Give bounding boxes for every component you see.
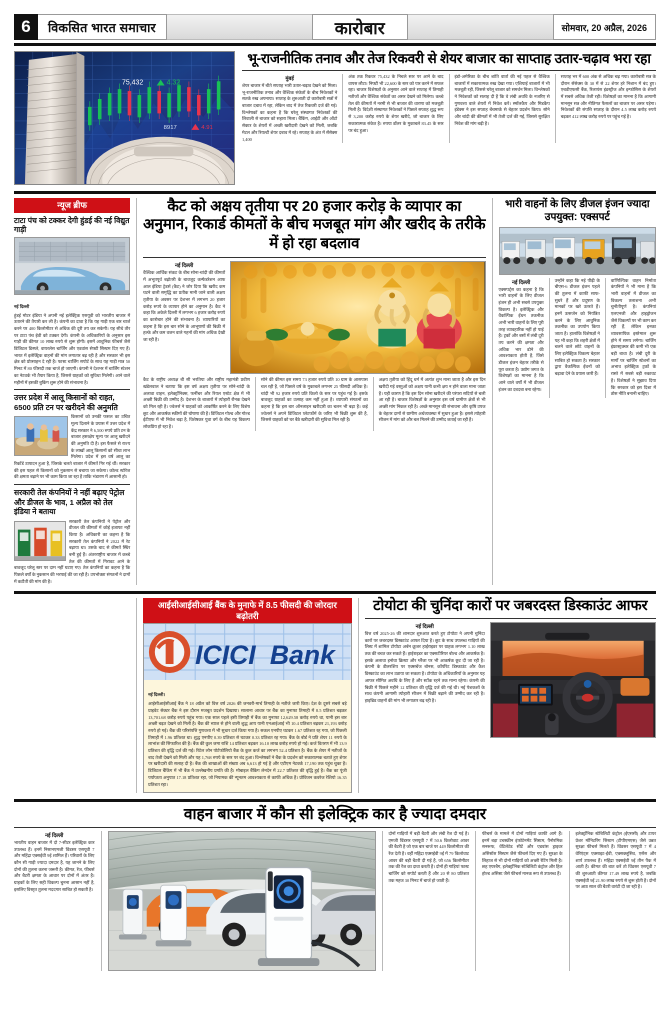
center-story-headline: कैट को अक्षय तृतीया पर 20 हजार करोड़ के व्यापार का अनुमान, रिकार्ड कीमतों के बीच मजबूत मांग और खरीद के तरीके में हो रहा बदलाव <box>143 197 486 252</box>
top-story-column-4 <box>561 74 656 143</box>
paragraph: भारतीय वाहन बाजार में दो 7-सीटर इलेक्ट्रिक कार उपलब्ध हैं। इनमें निसानएमजी विंडसर एसयूवी 7 और महिंद्रा एक्सईवी 9ई शामिल हैं। परिवारों के लिए कौन सी गाड़ी ज्यादा दमदार है, यह जानने के लिए दोनों की तुलना करना जरूरी है। कीमत, रेंज, फीचर्स और बैटरी क्षमता के आधार पर दोनों में अंतर है। ग्राहकों के लिए सही विकल्प चुनना आसान नहीं है, इसलिए विस्तृत तुलना मददगार साबित हो सकती है। <box>14 839 95 892</box>
dateline: नई दिल्ली <box>415 624 434 630</box>
icici-dateline: नई दिल्ली। <box>148 692 166 698</box>
paragraph: सप्ताह भर में 600 अंक से अधिक चढ़ गया। कारोबारी सत्र के दौरान सेंसेक्स के 30 में से 22 शेयर हरे निशान में बंद हुए। एचडीएफसी बैंक, रिलायंस इंडस्ट्रीज और इन्फोसिस के शेयरों में सबसे अधिक तेजी रही। विशेषज्ञों का मानना है कि आगामी मानसून सत्र और नीतिगत फैसलों का बाजार पर असर पड़ेगा। निवेशकों की संपत्ति सप्ताह के दौरान 4.5 लाख करोड़ रुपये बढ़कर 412 लाख करोड़ रुपये पर पहुंच गई है। <box>560 74 656 120</box>
center-story-column-3 <box>261 377 368 431</box>
top-story-headline: भू-राजनीतिक तनाव और तेज रिकवरी से शेयर बाजार का साप्ताह उतार-चढ़ाव भरा रहा <box>247 51 651 66</box>
paragraph: कैट के राष्ट्रीय अध्यक्ष बी सी भरतिया और राष्ट्रीय महामंत्री प्रवीण खंडेलवाल ने बताया कि इस वर्ष अक्षय तृतीया पर सोने-चांदी के अलावा वाहन, इलेक्ट्रॉनिक्स, फर्नीचर और रियल एस्टेट क्षेत्र में भी अच्छी बिक्री की उम्मीद है। देशभर के बाजारों में त्योहारी रौनक देखने को मिल रही है। ज्वेलर्स ने ग्राहकों को आकर्षित करने के लिए विशेष छूट और आकर्षक स्कीमों की घोषणा की है। डिजिटल गोल्ड और गोल्ड ईटीएफ में भी निवेश बढ़ा है, विशेषकर युवा वर्ग के बीच यह विकल्प लोकप्रिय हो रहा है। <box>143 377 250 430</box>
publication-date: सोमवार, 20 अप्रैल, 2026 <box>553 14 656 40</box>
ev-column-4 <box>576 831 657 971</box>
paragraph: वैश्विक आर्थिक संकट के बीच सोना-चांदी की कीमतों में अभूतपूर्व बढ़ोतरी के बावजूद कन्फेडरेशन आफ आल इंडिया ट्रेडर्स (कैट) ने जोर दिया कि खरीद कम घटने वाली समृद्धि का प्रतीक मानी जाने वाली अक्षय तृतीया के अवसर पर देशभर में लगभग 20 हजार करोड़ रुपये के व्यापार होने का अनुमान है। कैट ने कहा कि अकेले दिल्ली में लगभग 6 हजार करोड़ रुपये का कारोबार होने की संभावना है। व्यापारियों का कहना है कि इस बार सोने के आभूषणों की बिक्री में हल्के और कम वजन वाले गहनों की मांग अधिक देखी जा रही है। <box>143 270 226 343</box>
section-divider-1 <box>14 191 656 194</box>
diesel-story-headline: भारी वाहनों के लिए डीजल इंजन ज्यादा उपयुक्त: एक्सपर्ट <box>504 198 650 223</box>
top-story-column-3 <box>455 74 550 143</box>
brief-text-3: सरकारी तेल कंपनियों ने पेट्रोल और डीजल की कीमतों में कोई इजाफा नहीं किया है। अधिकारी का कहना है कि सरकारी तेल कंपनियों ने 2022 में रेट बढ़ाया था। उसके बाद से कीमतें स्थिर बनी हुई हैं। अंतरराष्ट्रीय बाजार में कच्चे तेल की कीमतों में गिरावट आने के बावजूद घरेलू स्तर पर दाम नहीं घटाए गए। तेल कंपनियों का कहना है कि पिछले वर्षों के नुकसान की भरपाई की जा रही है। उपभोक्ता संगठनों ने दामों में कटौती की मांग की है। <box>14 518 131 584</box>
icici-text: आईसीआईसीआई बैंक ने 18 अप्रैल को वित्त वर्ष 2026 की जनवरी-मार्च तिमाही के नतीजे जारी किए। देश के दूसरे सबसे बड़े प्राइवेट सेक्टर बैंक ने इस दौरान मजबूत प्रदर्शन दिखाया। सालाना आधार पर बैंक का मुनाफा तिमाही में 8.5 प्रतिशत बढ़कर 13,701.68 करोड़ रुपये पहुंच गया। एक साल पहले इसी तिमाही में बैंक का मुनाफा 12,629.58 करोड़ रुपये था, यानी इस बार अच्छी बढ़त देखने को मिली है। बैंक की ब्याज से होने वाली शुद्ध आय यानी एनआईआई भी 10.4 प्रतिशत बढ़कर 21,193 करोड़ रुपये हो गई। बैंक की परिसंपत्ति गुणवत्ता में भी सुधार दर्ज किया गया है। सकल एनपीए घटकर 1.67 प्रतिशत रह गया, जो पिछली तिमाही में 1.96 प्रतिशत था। शुद्ध एनपीए 0.39 प्रतिशत से घटकर 0.33 प्रतिशत रह गया। बैंक के बोर्ड ने प्रति शेयर 11 रुपये के लाभांश की सिफारिश की है। बैंक की कुल जमा राशि 14 प्रतिशत बढ़कर 16.10 लाख करोड़ रुपये हो गई। कर्ज वितरण में भी 13.9 प्रतिशत की वृद्धि दर्ज की गई। रिटेल लोन पोर्टफोलियो बैंक के कुल कर्ज का लगभग 52.4 प्रतिशत है। बैंक के शेयर में नतीजों के बाद तेजी देखने को मिली और यह 1,768 रुपये के स्तर पर बंद हुआ। विश्लेषकों ने बैंक के प्रदर्शन को सकारात्मक बताते हुए शेयर पर खरीदारी की सलाह दी है। बैंक की शाखाओं की संख्या अब 6,613 हो गई है और एटीएम नेटवर्क 17,190 तक पहुंच चुका है। डिजिटल बैंकिंग में भी बैंक ने उल्लेखनीय प्रगति की है। मोबाइल बैंकिंग लेनदेन में 22.7 प्रतिशत की वृद्धि हुई है। बैंक का पूंजी पर्याप्तता अनुपात 17.18 प्रतिशत रहा, जो नियामक की न्यूनतम आवश्यकता से काफी अधिक है। प्रोविजन कवरेज रेशियो 16.35 प्रतिशत रहा। <box>148 701 347 787</box>
section-title: कारोबार <box>312 14 408 40</box>
column-divider <box>136 598 137 793</box>
diesel-story-column <box>499 198 656 586</box>
news-brief-banner: न्यूज ब्रीफ <box>14 198 130 213</box>
lower-left-spacer <box>14 598 130 793</box>
masthead <box>14 14 656 40</box>
divider <box>14 827 656 828</box>
svg-text:4.32: 4.32 <box>166 79 181 87</box>
top-story-block <box>14 51 656 185</box>
section-divider-2 <box>14 591 656 594</box>
petrol-pump-photo <box>14 521 66 561</box>
news-brief-column <box>14 198 130 586</box>
column-divider <box>605 278 606 398</box>
toyota-story <box>365 598 656 793</box>
ev-column-2 <box>389 831 470 971</box>
lakshmi-ganesh-festival-photo <box>230 261 485 374</box>
ev-headline: वाहन बाजार में कौन सी इलेक्ट्रिक कार है ज्यादा दमदार <box>183 805 487 823</box>
brief-headline-2: उत्तर प्रदेश में आलू किसानों को राहत, 6500 प्रति टन पर खरीदने की अनुमति <box>14 389 130 412</box>
divider <box>365 618 656 619</box>
paragraph: एक्सपर्ट्स का कहना है कि भारी वाहनों के लिए डीजल इंजन ही अभी सबसे उपयुक्त विकल्प है। इलेक्ट्रिक और वैकल्पिक ईंधन तकनीक अभी भारी वाहनों के लिए पूरी तरह व्यावहारिक नहीं हो पाई है। ट्रकों और बसों में लंबी दूरी तय करने की क्षमता और अधिक भार ढोने की आवश्यकता होती है, जिसे डीजल इंजन बेहतर तरीके से पूरा करता है। उद्योग जगत के विशेषज्ञों का मानना है कि आने वाले वर्षों में भी डीजल इंजन का दबदबा बना रहेगा। <box>498 286 544 392</box>
svg-text:Bank: Bank <box>270 640 335 671</box>
dateline: नई दिल्ली <box>175 263 194 270</box>
column-divider <box>255 377 256 431</box>
paragraph: इंडो-अमेरिका के बीच शांति वार्ता की नई पहल से वैश्विक बाजारों में सकारात्मक रुख देखा गया। एशियाई बाजारों में भी मजबूती रही, जिससे घरेलू बाजार को समर्थन मिला। विश्लेषकों ने निवेशकों को सलाह दी है कि वे लंबी अवधि के नजरिए से गुणवत्ता वाले शेयरों में निवेश करें। स्मॉलकैप और मिडकैप इंडेक्स ने इस सप्ताह बेंचमार्क से बेहतर प्रदर्शन किया। सोने और चांदी की कीमतों में भी तेजी दर्ज की गई, जिससे सुरक्षित निवेश की मांग बढ़ी है। <box>454 74 550 126</box>
paragraph: अक्षय तृतीया को हिंदू धर्म में अत्यंत शुभ माना जाता है और इस दिन खरीदी गई वस्तुओं को अक्षय यानी कभी क्षय न होने वाला माना जाता है। यही कारण है कि इस दिन सोना खरीदने की परंपरा सदियों से चली आ रही है। बाजार विशेषज्ञों के अनुसार इस वर्ष ग्रामीण क्षेत्रों से भी अच्छी मांग निकल रही है। अच्छे मानसून की संभावना और कृषि उपज के बेहतर दामों से ग्रामीण अर्थव्यवस्था में सुधार हुआ है। इससे त्योहारी सीजन में मांग को और बल मिलने की उम्मीद जताई जा रही है। <box>378 377 486 423</box>
toyota-headline: टोयोटा की चुनिंदा कारों पर जबरदस्त डिस्काउंट आफर <box>373 597 648 614</box>
center-story-column <box>143 198 485 586</box>
column-divider <box>492 198 493 586</box>
dateline: नई दिल्ली <box>512 279 531 286</box>
column-divider <box>382 831 383 971</box>
middle-block <box>14 198 656 586</box>
brief-dateline-1: नई दिल्ली <box>14 303 30 309</box>
ev-charging-stations-photo <box>108 831 376 971</box>
top-story-text <box>242 51 656 185</box>
diesel-story-column-2 <box>555 278 600 398</box>
toyota-car-interior-photo <box>490 622 656 738</box>
svg-text:8917: 8917 <box>163 124 177 131</box>
diesel-story-column-3 <box>611 278 656 398</box>
bse-building-stock-chart-photo <box>14 51 235 185</box>
svg-text:ICICI: ICICI <box>195 640 256 671</box>
page-number: 6 <box>14 14 38 40</box>
dateline: मुंबई <box>285 76 294 83</box>
toyota-text-column <box>365 622 485 738</box>
column-divider <box>342 74 343 143</box>
paragraph: शेयर बाजार में बीते सप्ताह भारी उतार-चढ़ाव देखने को मिला। भू-राजनीतिक तनाव और वैश्विक संकेतों के बीच निवेशकों ने सतर्क रुख अपनाया। सप्ताह के शुरुआती दो कारोबारी सत्रों में बाजार दबाव में रहा, लेकिन बाद में तेज रिकवरी दर्ज की गई। विश्लेषकों का कहना है कि घरेलू संस्थागत निवेशकों की लिवाली से बाजार को सहारा मिला। बैंकिंग, आईटी और ऑटो सेक्टर के शेयरों में अच्छी खरीदारी देखने को मिली, जबकि मेटल और रियल्टी शेयर दबाव में रहे। सप्ताह के अंत में सेंसेक्स 1,400 <box>242 83 338 142</box>
paragraph: उन्होंने कहा कि नई पीढ़ी के बीएस-6 डीजल इंजन पहले की तुलना में काफी साफ-सुथरे हैं और प्रदूषण के मानकों पर खरे उतरते हैं। इनमें उत्सर्जन को नियंत्रित करने के लिए आधुनिक तकनीक का उपयोग किया जाता है। हालांकि विशेषज्ञों ने यह भी कहा कि शहरी क्षेत्रों में चलने वाले छोटे वाहनों के लिए इलेक्ट्रिक विकल्प बेहतर साबित हो सकता है। सरकार द्वारा वैकल्पिक ईंधनों को बढ़ावा देने के प्रयास जारी हैं। <box>554 277 600 377</box>
paragraph: वाणिज्यिक वाहन निर्माता कंपनियों ने भी माना है कि भारी वाहनों में डीजल का विकल्प तलाशना अभी चुनौतीपूर्ण है। कंपनियां एलएनजी और हाइड्रोजन जैसे विकल्पों पर भी काम कर रही हैं, लेकिन इनका व्यावसायिक इस्तेमाल शुरू होने में समय लगेगा। चार्जिंग इंफ्रास्ट्रक्चर की कमी भी एक बड़ी बाधा है। लंबी दूरी के मार्गों पर चार्जिंग स्टेशनों का अभाव इलेक्ट्रिक ट्रकों के रास्ते में सबसे बड़ी रुकावट है। विशेषज्ञों ने सुझाव दिया कि सरकार को इस दिशा में ठोस नीति बनानी चाहिए। <box>610 277 657 397</box>
paragraph: फीचर्स के मामले में दोनों गाड़ियां काफी आगे हैं। इनमें बड़ा टचस्क्रीन इंफोटेनमेंट सिस्टम, पैनोरमिक सनरूफ, वेंटिलेटेड सीटें और एडवांस ड्राइवर असिस्टेंस सिस्टम जैसे फीचर्स दिए गए हैं। सुरक्षा के लिहाज से भी दोनों गाड़ियों को अच्छी रेटिंग मिली है। छह एयरबैग, इलेक्ट्रॉनिक स्टेबिलिटी कंट्रोल और हिल होल्ड असिस्ट जैसे फीचर्स मानक रूप से उपलब्ध हैं। <box>482 830 563 877</box>
center-story-column-2 <box>143 377 250 431</box>
paragraph: अंक तक रिकवर 75,432 के निचले स्तर पर आने के बाद वापस लौटा। निफ्टी भी 22,600 के स्तर को पार करने में सफल रहा। बाजार विशेषज्ञों के अनुसार आने वाले सप्ताह में तिमाही नतीजों और वैश्विक संकेतों का असर देखने को मिलेगा। कच्चे तेल की कीमतों में नरमी से भी बाजार की धारणा को मजबूती मिली है। विदेशी संस्थागत निवेशकों ने पिछले सप्ताह शुद्ध रूप से 3,200 करोड़ रुपये के शेयर खरीदे, जो बाजार के लिए सकारात्मक संकेत है। रुपया डॉलर के मुकाबले 83.45 के स्तर पर बंद हुआ। <box>348 74 444 133</box>
top-story-column-2 <box>348 74 443 143</box>
icici-bank-logo <box>144 624 351 680</box>
column-divider <box>569 831 570 971</box>
column-divider <box>373 377 374 431</box>
lower-block <box>14 598 656 793</box>
heavy-trucks-lineup-photo <box>499 227 656 275</box>
column-divider <box>549 278 550 398</box>
icici-story <box>143 598 352 793</box>
paragraph: इलेक्ट्रॉनिक स्टेबिलिटी कंट्रोल (ईएससी) और टायर प्रेशर मॉनिटरिंग सिस्टम (टीपीएमएस) जैसे उन्नत सुरक्षा फीचर्स मिलते हैं। विंडसर एसयूवी 7 में 4 वेरिएंट्स एक्साइट-ईवी, एक्सक्लूसिव, एसेंस और शार्प उपलब्ध हैं। महिंद्रा एक्सईवी 9ई तीन पैक में आती है। कीमत की बात करें तो विंडसर एसयूवी 7 की शुरुआती कीमत 17.49 लाख रुपये है, जबकि एक्सईवी 9ई 21.90 लाख रुपये से शुरू होती है। दोनों पर आठ साल की बैटरी वारंटी दी जा रही है। <box>575 830 656 890</box>
column-divider <box>101 831 102 971</box>
brief-text-1: हुंडई मोटर इंडिया ने अपनी नई इलेक्ट्रिक एसयूवी को भारतीय बाजार में उतारने की तैयारी कर ली है। कंपनी का दावा है कि यह गाड़ी एक बार चार्ज करने पर 400 किलोमीटर से अधिक की दूरी तय कर सकेगी। यह सीधे तौर पर टाटा पंच ईवी को टक्कर देगी। कंपनी के अधिकारियों के अनुसार इस गाड़ी की कीमत 10 लाख रुपये से शुरू होगी। इसमें आधुनिक फीचर्स जैसे डिजिटल डिस्प्ले, वायरलेस चार्जिंग और एडवांस सेफ्टी सिस्टम दिए गए हैं। भारत में इलेक्ट्रिक वाहनों की मांग लगातार बढ़ रही है और सरकार भी इस क्षेत्र को प्रोत्साहन दे रही है। फास्ट चार्जिंग सपोर्ट के साथ यह गाड़ी मात्र 50 मिनट में 80 फीसदी तक चार्ज हो जाएगी। कंपनी ने देशभर में चार्जिंग स्टेशन का नेटवर्क भी तैयार किया है, जिससे ग्राहकों को सुविधा मिलेगी। आने वाले महीनों में इसकी बुकिंग शुरू होने की संभावना है। <box>14 312 131 385</box>
column-divider <box>136 198 137 586</box>
ev-column-3 <box>482 831 563 971</box>
column-divider <box>475 831 476 971</box>
column-divider <box>358 598 359 793</box>
potato-farmers-photo <box>14 416 68 456</box>
column-divider <box>449 74 450 143</box>
svg-text:75,432: 75,432 <box>122 79 144 87</box>
brief-text-2: किसानों को उनकी फसल का उचित मूल्य दिलाने के प्रयास में उत्तर प्रदेश में केंद्र सरकार ने 6,500 रुपये प्रति टन के बाजार हस्तक्षेप मूल्य पर आलू खरीदने की अनुमति दी है। इस फैसले से राज्य के लाखों आलू किसानों को सीधा लाभ मिलेगा। प्रदेश में इस वर्ष आलू का रिकॉर्ड उत्पादन हुआ है, जिसके चलते बाजार में कीमतें गिर गई थीं। सरकार की इस पहल से किसानों को नुकसान से बचाया जा सकेगा। कोल्ड स्टोरेज की क्षमता बढ़ाने पर भी काम किया जा रहा है ताकि भंडारण में आसानी हो। <box>14 414 131 480</box>
masthead-filler-right <box>408 14 553 40</box>
paragraph: वित्त वर्ष 2025-26 की शानदार शुरुआत करते हुए टोयोटा ने अपनी चुनिंदा कारों पर जबरदस्त डिस्काउंट आफर दिया है। छूट के साथ उपलब्ध गाड़ियों की लिस्ट में शामिल टोयोटा अर्बन क्रूजर हाईराइडर पर ग्राहक लगभग 1.10 लाख तक की बचत कर सकते हैं। हाईराइडर का एक्सटीरियर बोल्ड और आकर्षक है। इसके अलावा इनोवा क्रिस्टा और ग्लैंजा पर भी आकर्षक छूट दी जा रही है। कंपनी के डीलरशिप पर एक्सचेंज बोनस, कॉर्पोरेट डिस्काउंट और कैश डिस्काउंट का लाभ उठाया जा सकता है। टोयोटा के अधिकारियों के अनुसार यह आफर सीमित अवधि के लिए है और स्टॉक रहने तक मान्य रहेगा। कंपनी की बिक्री में पिछले महीने 12 प्रतिशत की वृद्धि दर्ज की गई थी। नई पेशकशों के साथ कंपनी आगामी त्योहारी सीजन में बिक्री बढ़ाने की उम्मीद कर रही है। हाइब्रिड वाहनों की मांग भी लगातार बढ़ रही है। <box>364 631 485 703</box>
ev-column-1 <box>14 831 95 971</box>
ev-story <box>14 806 656 971</box>
divider <box>242 70 656 71</box>
section-divider-3 <box>14 799 656 802</box>
masthead-filler <box>167 14 312 40</box>
brief-headline-1: टाटा पंच को टक्कर देगी हुंडई की नई विद्युत गाड़ी <box>14 215 130 235</box>
top-story-column-1 <box>242 74 337 143</box>
hyundai-electric-car-photo <box>14 237 130 295</box>
column-divider <box>555 74 556 143</box>
svg-text:4.91: 4.91 <box>201 124 213 131</box>
center-story-column-4 <box>379 377 486 431</box>
paper-name: विकसित भारत समाचार <box>38 14 167 40</box>
masthead-rule <box>14 43 656 46</box>
paragraph: सोने की कीमत इस समय 73 हजार रुपये प्रति 10 ग्राम के आसपास चल रही है, जो पिछले वर्ष के मुकाबले लगभग 25 फीसदी अधिक है। चांदी भी 92 हजार रुपये प्रति किलो के स्तर पर पहुंच गई है। इसके बावजूद ग्राहकों का उत्साह कम नहीं हुआ है। व्यापारी संगठनों का कहना है कि इस बार ऑनलाइन खरीदारी का चलन भी बढ़ा है। कई ज्वेलर्स ने अपने डिजिटल प्लेटफॉर्म के जरिए भी बिक्री शुरू की है, जिससे ग्राहकों को घर बैठे खरीदारी की सुविधा मिल रही है। <box>260 377 368 423</box>
paragraph: दोनों गाड़ियों में बड़ी बैटरी और लंबी रेंज दी गई है। एमजी विंडसर एसयूवी 7 में 50.6 किलोवाट आवर की बैटरी है जो एक बार चार्ज पर 449 किलोमीटर की रेंज देती है। वहीं महिंद्रा एक्सईवी 9ई में 79 किलोवाट आवर की बड़ी बैटरी दी गई है, जो 656 किलोमीटर तक की रेंज का दावा करती है। दोनों ही गाड़ियां फास्ट चार्जिंग को सपोर्ट करती हैं और 20 से 80 प्रतिशत तक महज 30 मिनट में चार्ज हो जाती हैं। <box>388 830 470 883</box>
diesel-story-column-1 <box>499 278 544 398</box>
brief-headline-3: सरकारी तेल कंपनियों ने नहीं बढ़ाए पेट्रोल और डीजल के भाव, 1 अप्रैल को तेल इंडिया ने बताया <box>14 484 130 516</box>
icici-banner: आईसीआईसीआई बैंक के मुनाफे में 8.5 फीसदी की जोरदार बढ़ोतरी <box>143 598 352 623</box>
divider <box>143 257 485 258</box>
dateline: नई दिल्ली <box>45 832 64 839</box>
